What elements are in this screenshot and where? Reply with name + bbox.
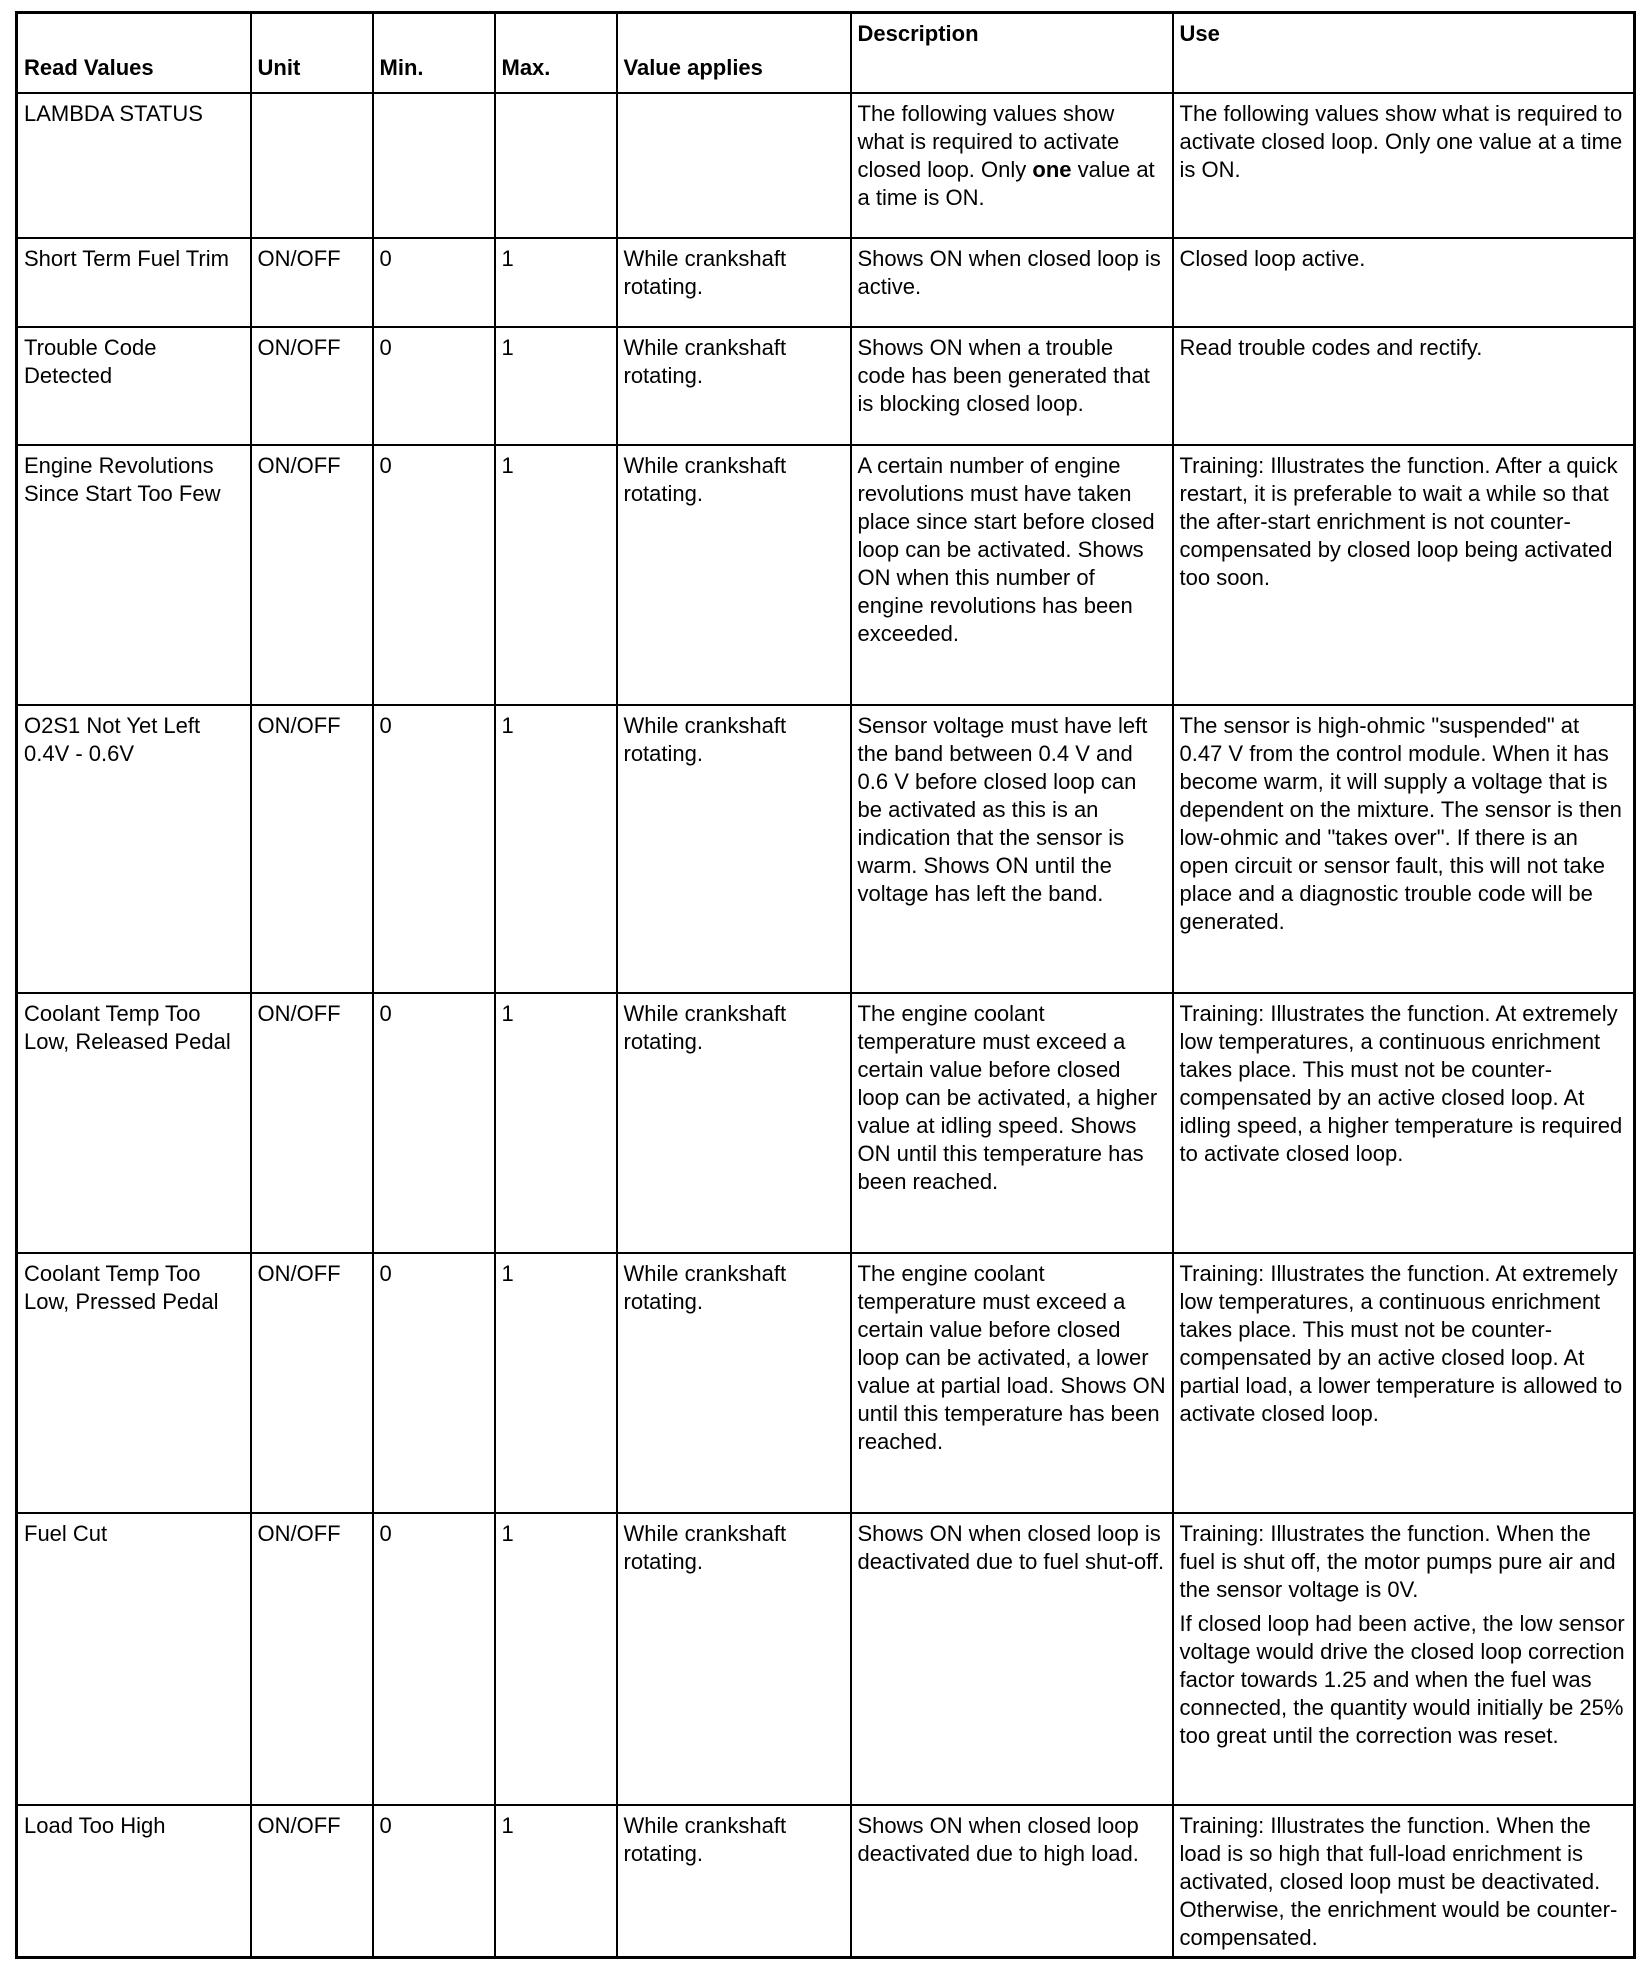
header-max: Max. (495, 13, 617, 93)
cell-value-applies: While crankshaft rotating. (617, 238, 851, 327)
cell-max: 1 (495, 445, 617, 705)
cell-read-value: Fuel Cut (17, 1513, 251, 1805)
cell-unit: ON/OFF (251, 327, 373, 445)
description-bold-text: one (1032, 156, 1072, 182)
cell-use: Read trouble codes and rectify. (1173, 327, 1635, 445)
description-text: The following values show what is required to activate closed loop. Only (857, 100, 1120, 182)
cell-value-applies: While crankshaft rotating. (617, 327, 851, 445)
cell-max: 1 (495, 705, 617, 993)
cell-use: Training: Illustrates the function. When the load is so high that full-load enrichment is activated, closed loop must be deactivated. Otherwise, the enrichment would be counter-compensated. (1173, 1805, 1635, 1958)
table-row (17, 327, 1635, 445)
cell-description: Shows ON when closed loop is active. (851, 238, 1173, 327)
cell-use (1173, 1513, 1635, 1805)
use-paragraph: Training: Illustrates the function. When the fuel is shut off, the motor pumps pure air and the sensor voltage is 0V. (1179, 1520, 1616, 1602)
cell-unit: ON/OFF (251, 1253, 373, 1513)
cell-unit: ON/OFF (251, 1513, 373, 1805)
cell-read-value: Load Too High (17, 1805, 251, 1958)
cell-use: The sensor is high-ohmic "suspended" at 0.47 V from the control module. When it has become warm, it will supply a voltage that is dependent on the mixture. The sensor is then low-ohmic and "takes over". If there is an open circuit or sensor fault, this will not take place and a diagnostic trouble code will be generated. (1173, 705, 1635, 993)
cell-max: 1 (495, 1805, 617, 1958)
cell-read-value: LAMBDA STATUS (17, 93, 251, 238)
header-value-applies: Value applies (617, 13, 851, 93)
cell-max: 1 (495, 993, 617, 1253)
cell-use: Training: Illustrates the function. At extremely low temperatures, a continuous enrichment takes place. This must not be counter-compensated by an active closed loop. At partial load, a lower temperature is allowed to activate closed loop. (1173, 1253, 1635, 1513)
cell-min: 0 (373, 238, 495, 327)
cell-description (851, 93, 1173, 238)
cell-use: The following values show what is required to activate closed loop. Only one value at a time is ON. (1173, 93, 1635, 238)
table-row (17, 1513, 1635, 1805)
cell-read-value: Coolant Temp Too Low, Released Pedal (17, 993, 251, 1253)
description-text: value at a time is ON. (857, 156, 1155, 210)
cell-use: Training: Illustrates the function. At extremely low temperatures, a continuous enrichment takes place. This must not be counter-compensated by an active closed loop. At idling speed, a higher temperature is required to activate closed loop. (1173, 993, 1635, 1253)
cell-value-applies: While crankshaft rotating. (617, 993, 851, 1253)
cell-description: Sensor voltage must have left the band between 0.4 V and 0.6 V before closed loop can be activated as this is an indication that the sensor is warm. Shows ON until the voltage has left the band. (851, 705, 1173, 993)
cell-min: 0 (373, 1513, 495, 1805)
table-row (17, 238, 1635, 327)
cell-use: Training: Illustrates the function. After a quick restart, it is preferable to wait a while so that the after-start enrichment is not counter-compensated by closed loop being activated too soon. (1173, 445, 1635, 705)
cell-description: Shows ON when a trouble code has been generated that is blocking closed loop. (851, 327, 1173, 445)
cell-read-value: Short Term Fuel Trim (17, 238, 251, 327)
cell-unit (251, 93, 373, 238)
cell-value-applies: While crankshaft rotating. (617, 1253, 851, 1513)
cell-read-value: Coolant Temp Too Low, Pressed Pedal (17, 1253, 251, 1513)
cell-value-applies (617, 93, 851, 238)
table-row (17, 705, 1635, 993)
cell-unit: ON/OFF (251, 993, 373, 1253)
table-row (17, 1253, 1635, 1513)
cell-value-applies: While crankshaft rotating. (617, 445, 851, 705)
cell-unit: ON/OFF (251, 705, 373, 993)
table-row (17, 93, 1635, 238)
cell-value-applies: While crankshaft rotating. (617, 705, 851, 993)
cell-description: The engine coolant temperature must exceed a certain value before closed loop can be activated, a higher value at idling speed. Shows ON until this temperature has been reached. (851, 993, 1173, 1253)
cell-read-value: Engine Revolutions Since Start Too Few (17, 445, 251, 705)
cell-min: 0 (373, 1805, 495, 1958)
cell-description: A certain number of engine revolutions must have taken place since start before closed loop can be activated. Shows ON when this number of engine revolutions has been exceeded. (851, 445, 1173, 705)
use-paragraph: If closed loop had been active, the low sensor voltage would drive the closed loop correction factor towards 1.25 and when the fuel was connected, the quantity would initially be 25% too great until the correction was reset. (1179, 1610, 1625, 1748)
cell-max: 1 (495, 1253, 617, 1513)
table-row (17, 993, 1635, 1253)
cell-value-applies: While crankshaft rotating. (617, 1805, 851, 1958)
cell-min: 0 (373, 1253, 495, 1513)
header-read-values: Read Values (17, 13, 251, 93)
table-row (17, 1805, 1635, 1958)
header-description: Description (851, 13, 1173, 93)
cell-description: The engine coolant temperature must exceed a certain value before closed loop can be activated, a lower value at partial load. Shows ON until this temperature has been reached. (851, 1253, 1173, 1513)
header-unit: Unit (251, 13, 373, 93)
cell-min: 0 (373, 993, 495, 1253)
cell-max: 1 (495, 238, 617, 327)
header-use: Use (1173, 13, 1635, 93)
cell-description: Shows ON when closed loop deactivated due to high load. (851, 1805, 1173, 1958)
cell-description: Shows ON when closed loop is deactivated due to fuel shut-off. (851, 1513, 1173, 1805)
cell-max (495, 93, 617, 238)
cell-min (373, 93, 495, 238)
header-row (17, 13, 1635, 93)
header-min: Min. (373, 13, 495, 93)
cell-value-applies: While crankshaft rotating. (617, 1513, 851, 1805)
cell-unit: ON/OFF (251, 1805, 373, 1958)
cell-max: 1 (495, 327, 617, 445)
cell-min: 0 (373, 445, 495, 705)
cell-min: 0 (373, 327, 495, 445)
cell-use: Closed loop active. (1173, 238, 1635, 327)
cell-max: 1 (495, 1513, 617, 1805)
cell-read-value: O2S1 Not Yet Left 0.4V - 0.6V (17, 705, 251, 993)
cell-min: 0 (373, 705, 495, 993)
cell-read-value: Trouble Code Detected (17, 327, 251, 445)
cell-unit: ON/OFF (251, 445, 373, 705)
cell-unit: ON/OFF (251, 238, 373, 327)
read-values-table (15, 11, 1636, 1959)
table-row (17, 445, 1635, 705)
